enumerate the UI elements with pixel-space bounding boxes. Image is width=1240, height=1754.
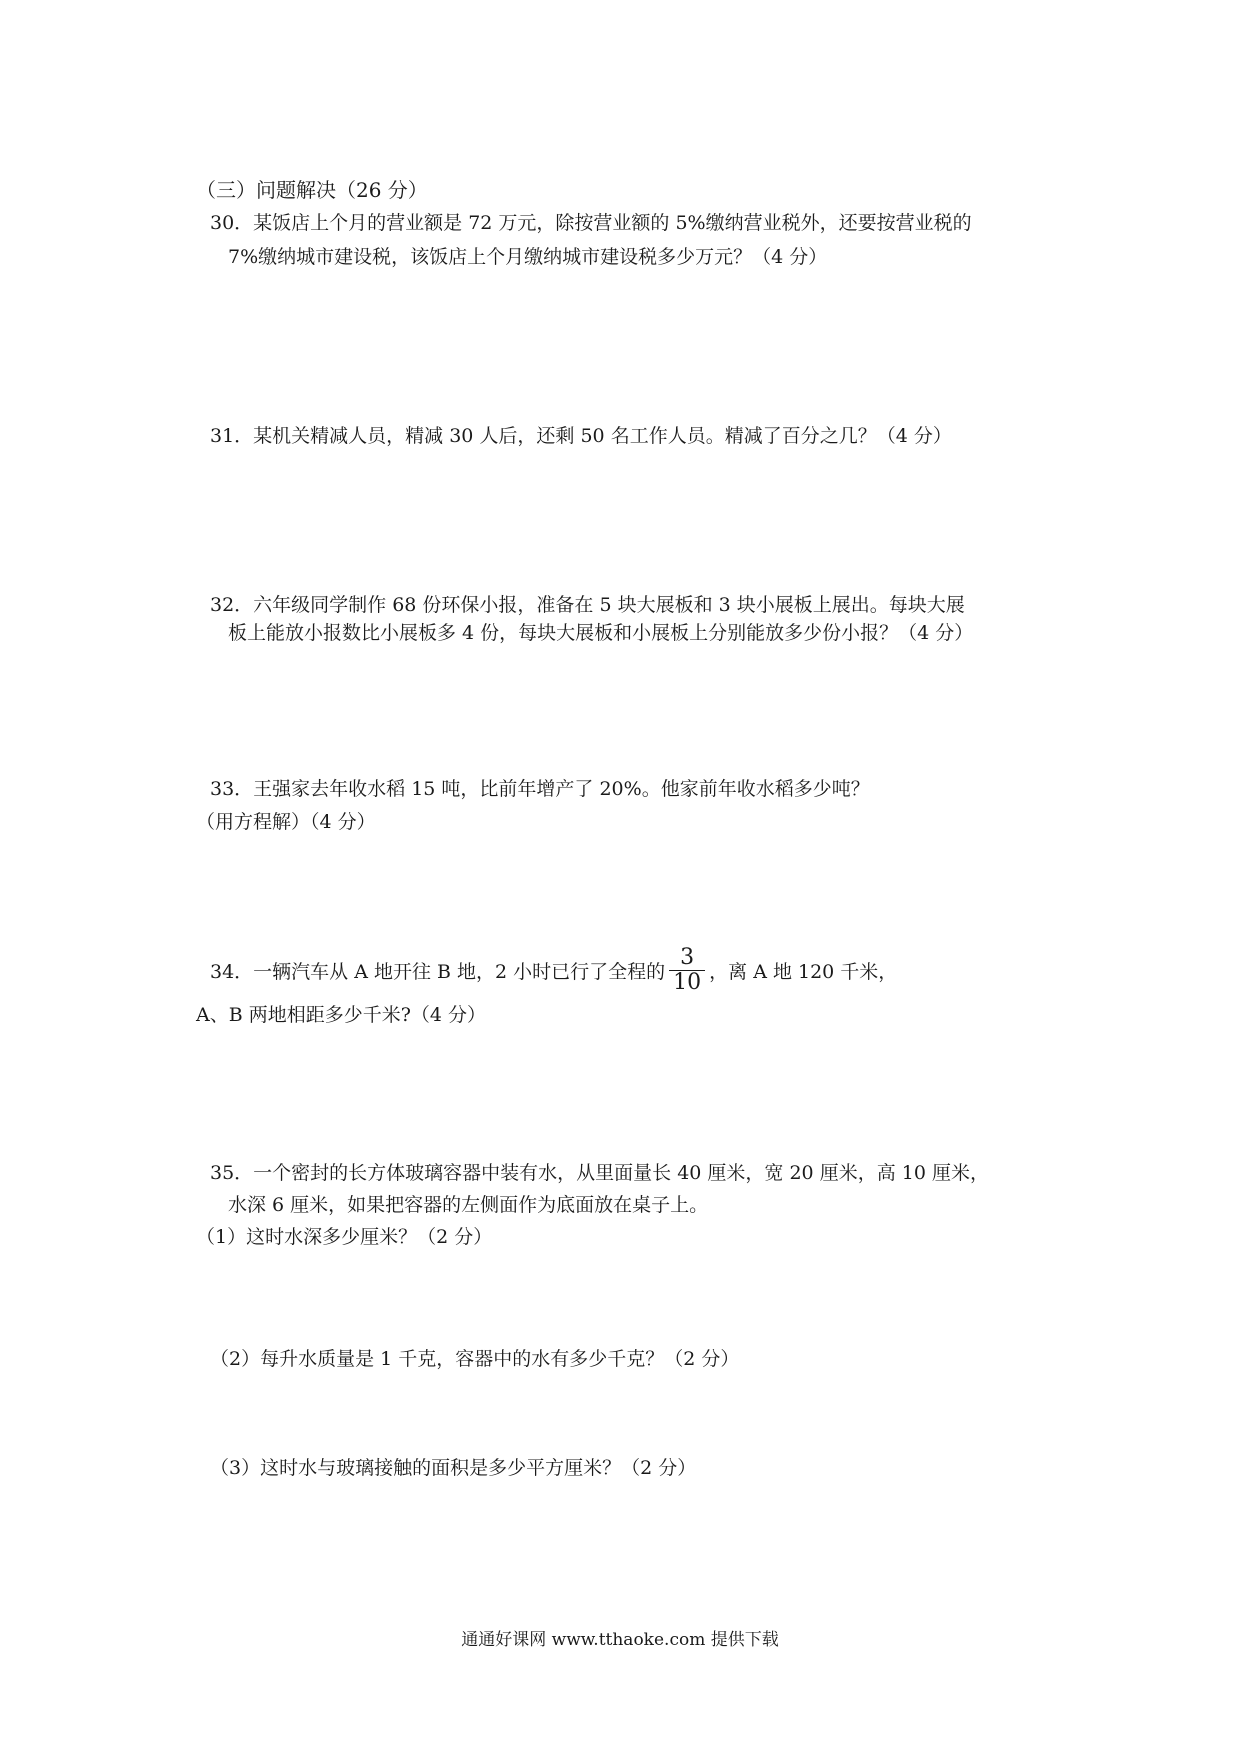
question-34-text-before: 34．一辆汽车从 A 地开往 B 地，2 小时已行了全程的	[210, 961, 666, 983]
question-34-text-after: ，离 A 地 120 千米，	[709, 961, 898, 983]
question-35-sub-1: （1）这时水深多少厘米？（2 分）	[196, 1226, 493, 1248]
fraction-denominator: 10	[673, 970, 702, 995]
question-35-line-2: 水深 6 厘米，如果把容器的左侧面作为底面放在桌子上。	[228, 1194, 709, 1216]
question-33-line-2: （用方程解）（4 分）	[196, 811, 376, 833]
question-32-line-2: 板上能放小报数比小展板多 4 份，每块大展板和小展板上分别能放多少份小报？（4 分）	[228, 622, 974, 644]
question-35-sub-2: （2）每升水质量是 1 千克，容器中的水有多少千克？（2 分）	[210, 1348, 740, 1370]
question-33-line-1: 33．王强家去年收水稻 15 吨，比前年增产了 20%。他家前年收水稻多少吨？	[210, 778, 870, 800]
question-34-line-2: A、B 两地相距多少千米?（4 分）	[196, 1004, 487, 1026]
question-32-line-1: 32．六年级同学制作 68 份环保小报，准备在 5 块大展板和 3 块小展板上展出。每块大展	[210, 594, 965, 616]
fraction-numerator: 3	[680, 945, 695, 970]
question-35-sub-3: （3）这时水与玻璃接触的面积是多少平方厘米？（2 分）	[210, 1457, 697, 1479]
section-title: （三）问题解决（26 分）	[196, 178, 428, 202]
question-34-line-1	[210, 946, 897, 995]
question-30-line-1: 30．某饭店上个月的营业额是 72 万元，除按营业额的 5%缴纳营业税外，还要按营业税的	[210, 212, 972, 234]
question-30-line-2: 7%缴纳城市建设税，该饭店上个月缴纳城市建设税多少万元？（4 分）	[228, 246, 828, 268]
footer-download-credit: 通通好课网 www.tthaoke.com 提供下载	[461, 1630, 779, 1650]
fraction-three-tenths	[669, 946, 705, 995]
question-31-line-1: 31．某机关精减人员，精减 30 人后，还剩 50 名工作人员。精减了百分之几？（4 分）	[210, 425, 952, 447]
question-35-line-1: 35．一个密封的长方体玻璃容器中装有水，从里面量长 40 厘米，宽 20 厘米，高 10 厘米，	[210, 1162, 989, 1184]
